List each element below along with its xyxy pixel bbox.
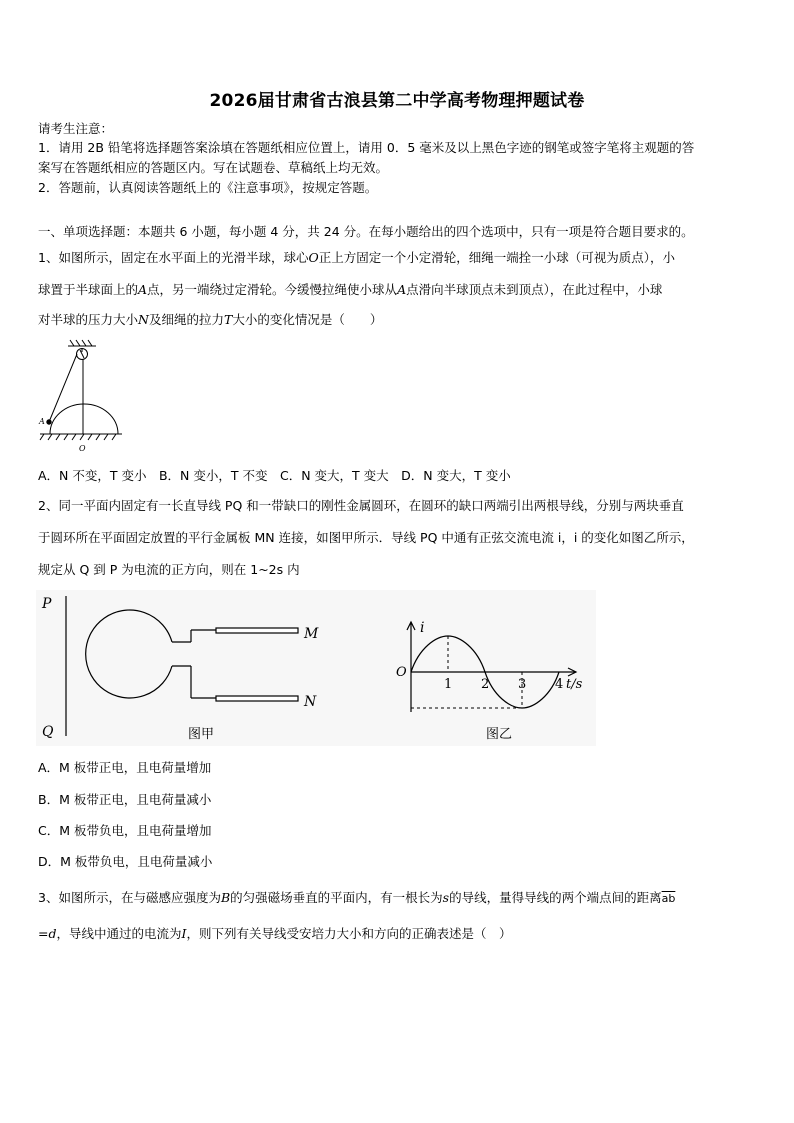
q1-options: A．N 不变，T 变小 B．N 变小，T 不变 C．N 变大，T 变大 D．N 变大，T 变小 — [38, 468, 511, 483]
q3-line2: =d，导线中通过的电流为I，则下列有关导线受安培力大小和方向的正确表述是（ ） — [38, 926, 512, 941]
q2-line1: 2、同一平面内固定有一长直导线 PQ 和一带缺口的刚性金属圆环，在圆环的缺口两端引出两根导线，分别与两块垂直 — [38, 498, 684, 513]
fig-label-N: N — [304, 694, 317, 710]
q2-option-c: C．M 板带负电，且电荷量增加 — [38, 823, 212, 838]
tick-4: 4 — [555, 677, 564, 692]
q2-line2: 于圆环所在平面固定放置的平行金属板 MN 连接，如图甲所示．导线 PQ 中通有正弦交流电流 i，i 的变化如图乙所示， — [38, 530, 694, 545]
q2-option-a: A．M 板带正电，且电荷量增加 — [38, 760, 212, 775]
fig-yi-caption: 图乙 — [486, 727, 513, 742]
fig-label-M: M — [304, 626, 319, 642]
fig-label-O: O — [79, 444, 86, 453]
q1-hemisphere-figure — [34, 338, 126, 458]
axis-origin-label: O — [396, 665, 407, 680]
q1-line1: 1、如图所示，固定在水平面上的光滑半球，球心O正上方固定一个小定滑轮，细绳一端拴一小球（可视为质点），小 — [38, 250, 675, 265]
page-title: 2026届甘肃省古浪县第二中学高考物理押题试卷 — [209, 91, 585, 111]
fig-jia-caption: 图甲 — [188, 727, 215, 742]
q2-option-b: B．M 板带正电，且电荷量减小 — [38, 792, 212, 807]
ab-overline: $\overline{ab}$ — [661, 892, 676, 905]
notice-item2: 2．答题前，认真阅读答题纸上的《注意事项》，按规定答题。 — [38, 180, 378, 195]
notice-item1-line1: 1．请用 2B 铅笔将选择题答案涂填在答题纸相应位置上，请用 0．5 毫米及以上黑色字迹的钢笔或签字笔将主观题的答 — [38, 140, 695, 155]
fig-label-P: P — [42, 596, 52, 612]
fig-label-A: A — [39, 417, 45, 426]
q1-line2: 球置于半球面上的A点，另一端绕过定滑轮。今缓慢拉绳使小球从A点滑向半球顶点未到顶点），在此过程中，小球 — [38, 282, 663, 297]
tick-3: 3 — [518, 677, 527, 692]
tick-1: 1 — [444, 677, 453, 692]
q2-figures — [36, 590, 596, 746]
notice-item1-line2: 案写在答题纸相应的答题区内。写在试题卷、草稿纸上均无效。 — [38, 160, 389, 175]
section-heading: 一、单项选择题：本题共 6 小题，每小题 4 分，共 24 分。在每小题给出的四个选项中，只有一项是符合题目要求的。 — [38, 224, 694, 239]
tick-2: 2 — [481, 677, 490, 692]
axis-t-label: t/s — [566, 677, 583, 692]
q2-option-d: D．M 板带负电，且电荷量减小 — [38, 854, 213, 869]
q2-line3: 规定从 Q 到 P 为电流的正方向，则在 1~2s 内 — [38, 562, 300, 577]
q1-line3: 对半球的压力大小N及细绳的拉力T大小的变化情况是（ ） — [38, 312, 383, 327]
q3-line1: 3、如图所示，在与磁感应强度为B的匀强磁场垂直的平面内，有一根长为s的导线，量得导线的两个端点间的距离$\overline{ab}$ — [38, 890, 676, 905]
fig-label-Q: Q — [42, 724, 54, 740]
axis-i-label: i — [420, 620, 425, 636]
notice-heading: 请考生注意： — [38, 121, 114, 136]
